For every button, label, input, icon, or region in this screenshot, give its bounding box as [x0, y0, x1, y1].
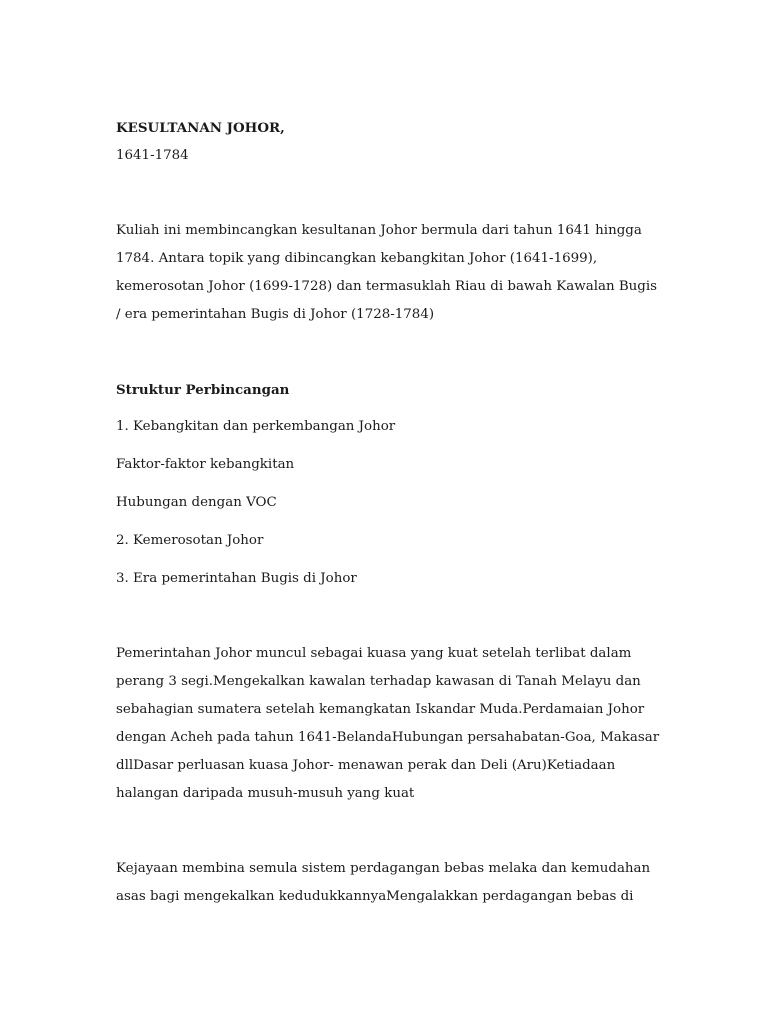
structure-item: 3. Era pemerintahan Bugis di Johor	[116, 571, 357, 586]
intro-paragraph	[116, 217, 658, 329]
para2-line: dengan Acheh pada tahun 1641-BelandaHubungan persahabatan-Goa, Makasar	[116, 730, 660, 745]
document-body	[116, 114, 660, 911]
structure-item: 2. Kemerosotan Johor	[116, 533, 264, 548]
intro-line: 1784. Antara topik yang dibincangkan kebangkitan Johor (1641-1699),	[116, 251, 598, 266]
document-years: 1641-1784	[116, 148, 189, 163]
para2-line: perang 3 segi.Mengekalkan kawalan terhadap kawasan di Tanah Melayu dan	[116, 674, 641, 689]
paragraph-3	[116, 855, 654, 911]
para2-line: sebahagian sumatera setelah kemangkatan Iskandar Muda.Perdamaian Johor	[116, 702, 645, 717]
spacer	[116, 441, 654, 451]
paragraph-2	[116, 640, 660, 808]
spacer	[116, 170, 654, 217]
para2-line: halangan daripada musuh-musuh yang kuat	[116, 786, 415, 801]
spacer	[116, 404, 654, 413]
document-title: KESULTANAN JOHOR,	[116, 120, 285, 136]
intro-line: Kuliah ini membincangkan kesultanan Johor bermula dari tahun 1641 hingga	[116, 223, 642, 238]
structure-item: Faktor-faktor kebangkitan	[116, 457, 295, 472]
spacer	[116, 517, 654, 527]
spacer	[116, 593, 654, 640]
para3-line: asas bagi mengekalkan kedudukkannyaMengalakkan perdagangan bebas di	[116, 889, 634, 904]
structure-heading: Struktur Perbincangan	[116, 382, 290, 398]
intro-line: / era pemerintahan Bugis di Johor (1728-1784)	[116, 307, 435, 322]
para3-line: Kejayaan membina semula sistem perdagangan bebas melaka dan kemudahan	[116, 861, 651, 876]
spacer	[116, 329, 654, 376]
para2-line: dllDasar perluasan kuasa Johor- menawan perak dan Deli (Aru)Ketiadaan	[116, 758, 616, 773]
spacer	[116, 479, 654, 489]
structure-item: Hubungan dengan VOC	[116, 495, 277, 510]
spacer	[116, 808, 654, 855]
intro-line: kemerosotan Johor (1699-1728) dan termasuklah Riau di bawah Kawalan Bugis	[116, 279, 658, 294]
para2-line: Pemerintahan Johor muncul sebagai kuasa yang kuat setelah terlibat dalam	[116, 646, 632, 661]
spacer	[116, 555, 654, 565]
structure-list	[116, 413, 654, 593]
structure-item: 1. Kebangkitan dan perkembangan Johor	[116, 419, 396, 434]
